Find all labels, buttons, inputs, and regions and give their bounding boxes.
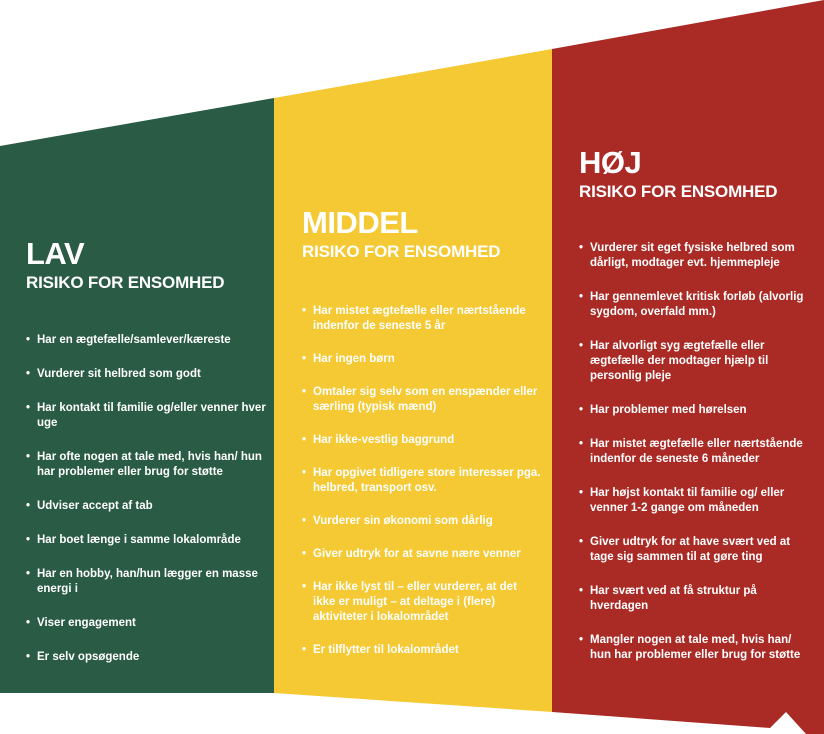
list-item: • Har mistet ægtefælle eller nærtstående indenfor de seneste 6 måneder — [579, 437, 815, 467]
hoj-subtitle: RISIKO FOR ENSOMHED — [579, 182, 778, 201]
middel-list — [302, 304, 542, 658]
hoj-column — [579, 147, 815, 682]
list-item: • Er tilflytter til lokalområdet — [302, 643, 542, 658]
middel-subtitle: RISIKO FOR ENSOMHED — [302, 242, 501, 261]
list-item: • Har en hobby, han/hun lægger en masse energi i — [26, 567, 266, 597]
lav-subtitle: RISIKO FOR ENSOMHED — [26, 273, 225, 292]
list-item: • Giver udtryk for at savne nære venner — [302, 547, 542, 562]
list-item: • Har boet længe i samme lokalområde — [26, 533, 266, 548]
list-item: • Har en ægtefælle/samlever/kæreste — [26, 333, 266, 348]
list-item: • Har svært ved at få struktur på hverdagen — [579, 584, 815, 614]
list-item: • Vurderer sin økonomi som dårlig — [302, 514, 542, 529]
list-item: • Har kontakt til familie og/eller venner hver uge — [26, 401, 266, 431]
list-item: • Har opgivet tidligere store interesser pga. helbred, transport osv. — [302, 466, 542, 496]
list-item: • Har mistet ægtefælle eller nærtstående indenfor de seneste 5 år — [302, 304, 542, 334]
list-item: • Har ikke-vestlig baggrund — [302, 433, 542, 448]
list-item: • Udviser accept af tab — [26, 499, 266, 514]
list-item: • Er selv opsøgende — [26, 650, 266, 665]
list-item: • Mangler nogen at tale med, hvis han/ hun har problemer eller brug for støtte — [579, 633, 815, 663]
list-item: • Omtaler sig selv som en enspænder eller særling (typisk mænd) — [302, 385, 542, 415]
list-item: • Vurderer sit helbred som godt — [26, 367, 266, 382]
list-item: • Har ofte nogen at tale med, hvis han/ hun har problemer eller brug for støtte — [26, 450, 266, 480]
list-item: • Har problemer med hørelsen — [579, 403, 815, 418]
list-item: • Har alvorligt syg ægtefælle eller ægtefælle der modtager hjælp til personlig pleje — [579, 339, 815, 384]
list-item: • Giver udtryk for at have svært ved at tage sig sammen til at gøre ting — [579, 535, 815, 565]
list-item: • Viser engagement — [26, 616, 266, 631]
lav-list — [26, 333, 266, 665]
list-item: • Har ikke lyst til – eller vurderer, at det ikke er muligt – at deltage i (flere) aktiviteter i lokalområdet — [302, 580, 542, 625]
list-item: • Har ingen børn — [302, 352, 542, 367]
list-item: • Har højst kontakt til familie og/ eller venner 1-2 gange om måneden — [579, 486, 815, 516]
middel-column — [302, 207, 542, 676]
list-item: • Har gennemlevet kritisk forløb (alvorlig sygdom, overfald mm.) — [579, 290, 815, 320]
list-item: • Vurderer sit eget fysiske helbred som dårligt, modtager evt. hjemmepleje — [579, 241, 815, 271]
hoj-title: HØJ — [579, 145, 642, 180]
hoj-list — [579, 241, 815, 663]
lav-title: LAV — [26, 236, 85, 271]
middel-title: MIDDEL — [302, 205, 418, 240]
lav-column — [26, 238, 266, 684]
